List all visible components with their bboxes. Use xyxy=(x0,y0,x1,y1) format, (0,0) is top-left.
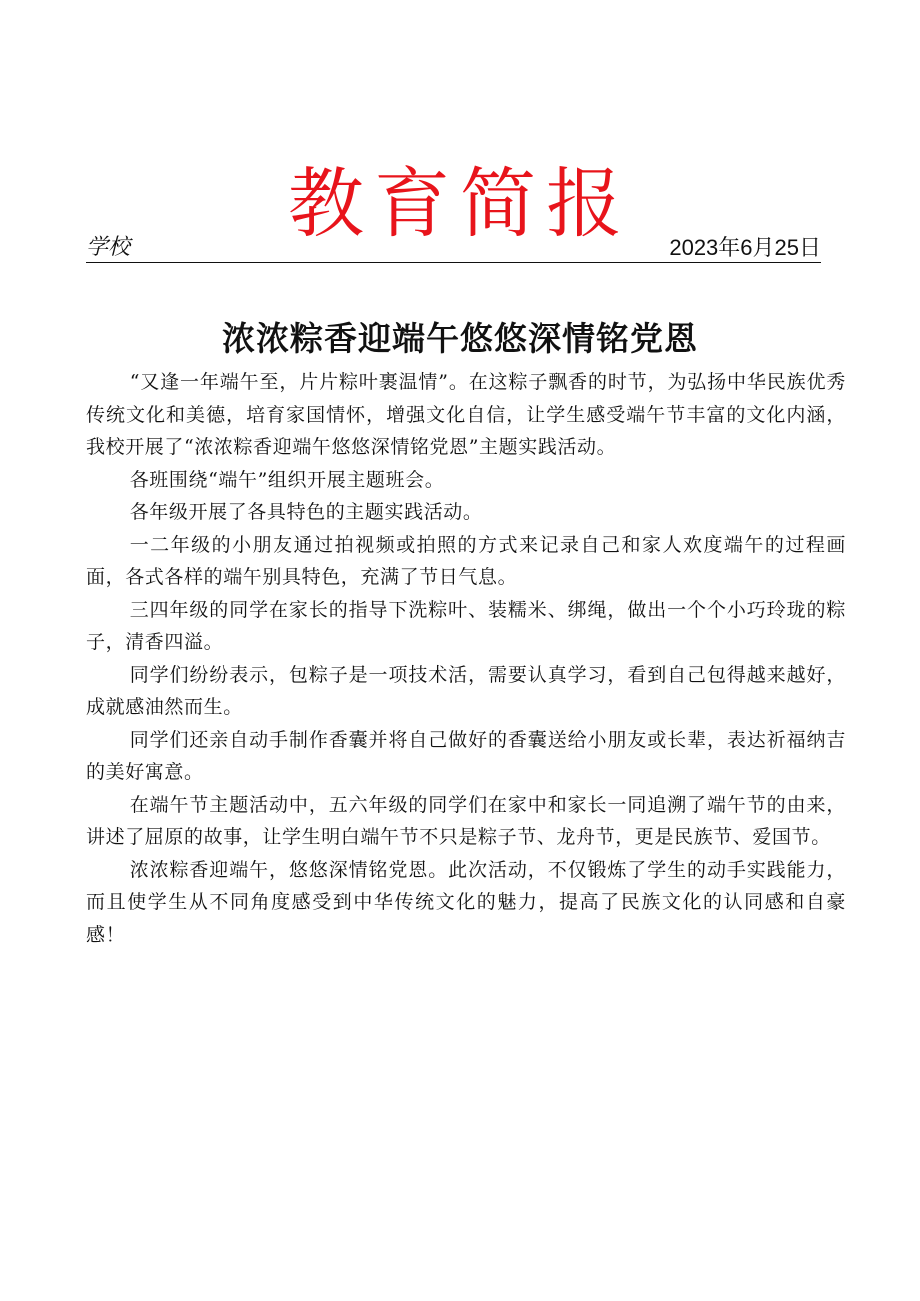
paragraph: 各年级开展了各具特色的主题实践活动。 xyxy=(129,501,483,523)
paragraph: 同学们还亲自动手制作香囊并将自己做好的香囊送给小朋友或长辈，表达祈福纳吉的美好寓意。 xyxy=(86,728,846,783)
paragraph: 在端午节主题活动中，五六年级的同学们在家中和家长一同追溯了端午节的由来，讲述了屈原的故事，让学生明白端午节不只是粽子节、龙舟节，更是民族节、爱国节。 xyxy=(86,793,846,848)
paragraph: 浓浓粽香迎端午，悠悠深情铭党恩。此次活动，不仅锻炼了学生的动手实践能力，而且使学生从不同角度感受到中华传统文化的魅力，提高了民族文化的认同感和自豪感！ xyxy=(86,858,846,946)
paragraph: 三四年级的同学在家长的指导下洗粽叶、装糯米、绑绳，做出一个个小巧玲珑的粽子，清香四溢。 xyxy=(86,598,846,653)
paragraph: “又逢一年端午至，片片粽叶裹温情”。在这粽子飘香的时节，为弘扬中华民族优秀传统文化和美德，培育家国情怀，增强文化自信，让学生感受端午节丰富的文化内涵，我校开展了“浓浓粽香迎端午悠悠深情铭党恩”主题实践活动。 xyxy=(86,371,846,458)
info-line xyxy=(86,234,821,263)
article-body xyxy=(86,366,846,951)
article-title: 浓浓粽香迎端午悠悠深情铭党恩 xyxy=(222,319,698,359)
issue-date: 2023年6月25日 xyxy=(669,235,821,260)
paragraph: 一二年级的小朋友通过拍视频或拍照的方式来记录自己和家人欢度端午的过程画面，各式各样的端午别具特色，充满了节日气息。 xyxy=(86,533,846,588)
paragraph: 各班围绕“端午”组织开展主题班会。 xyxy=(129,468,445,491)
masthead-title: 教育简报 xyxy=(288,158,632,248)
school-label: 学校 xyxy=(86,235,131,260)
paragraph: 同学们纷纷表示，包粽子是一项技术活，需要认真学习，看到自己包得越来越好，成就感油然而生。 xyxy=(86,663,846,718)
